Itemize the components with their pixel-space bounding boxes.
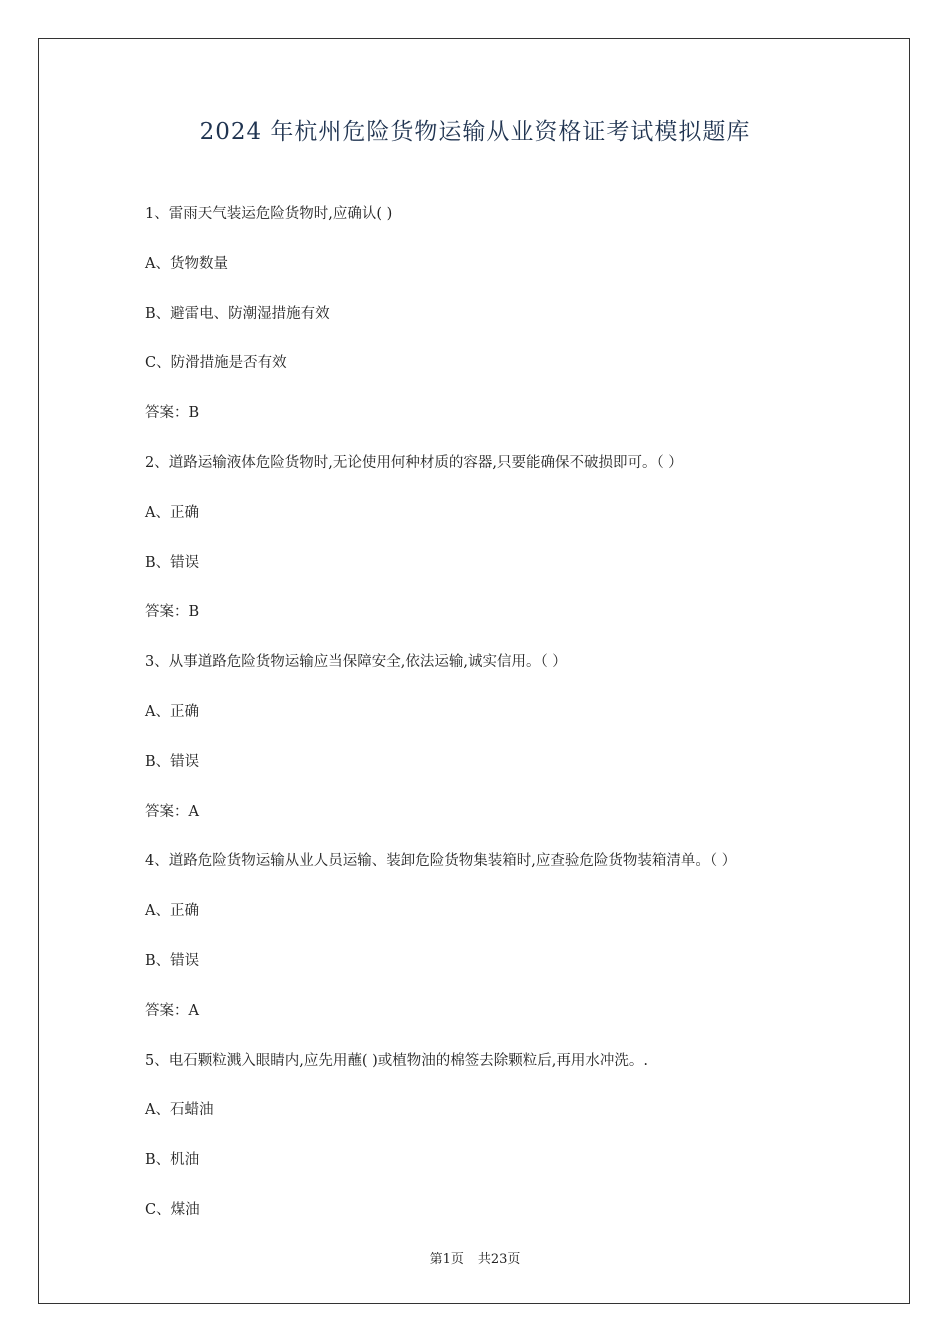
- document-title: 2024 年杭州危险货物运输从业资格证考试模拟题库: [199, 119, 751, 145]
- page-number: 第1页: [429, 1252, 464, 1267]
- option-text: B、避雷电、防潮湿措施有效: [145, 305, 330, 322]
- question-text: 5、电石颗粒溅入眼睛内,应先用蘸( )或植物油的棉签去除颗粒后,再用水冲洗。.: [145, 1052, 648, 1069]
- answer-text: 答案：A: [145, 803, 199, 820]
- option-text: A、正确: [145, 504, 199, 521]
- option-text: C、防滑措施是否有效: [145, 355, 287, 372]
- option-text: B、错误: [145, 952, 200, 969]
- question-list: [145, 200, 865, 1246]
- answer-text: 答案：B: [145, 604, 200, 621]
- page-total: 共23页: [477, 1252, 521, 1267]
- option-text: C、煤油: [145, 1201, 200, 1218]
- answer-text: 答案：A: [145, 1002, 199, 1019]
- answer-text: 答案：B: [145, 405, 200, 422]
- option-text: B、错误: [145, 753, 200, 770]
- question-text: 1、雷雨天气装运危险货物时,应确认( ): [145, 206, 393, 222]
- page-footer: [0, 1248, 950, 1267]
- option-text: B、机油: [145, 1152, 200, 1169]
- option-text: A、正确: [145, 703, 199, 720]
- option-text: A、石蜡油: [145, 1102, 214, 1119]
- option-text: A、正确: [145, 903, 199, 920]
- option-text: A、货物数量: [145, 255, 228, 272]
- option-text: B、错误: [145, 554, 200, 571]
- question-text: 2、道路运输液体危险货物时,无论使用何种材质的容器,只要能确保不破损即可。（ ）: [145, 454, 683, 471]
- question-text: 4、道路危险货物运输从业人员运输、装卸危险货物集装箱时,应查验危险货物装箱清单。（ ）: [145, 853, 737, 870]
- question-text: 3、从事道路危险货物运输应当保障安全,依法运输,诚实信用。（ ）: [145, 654, 567, 671]
